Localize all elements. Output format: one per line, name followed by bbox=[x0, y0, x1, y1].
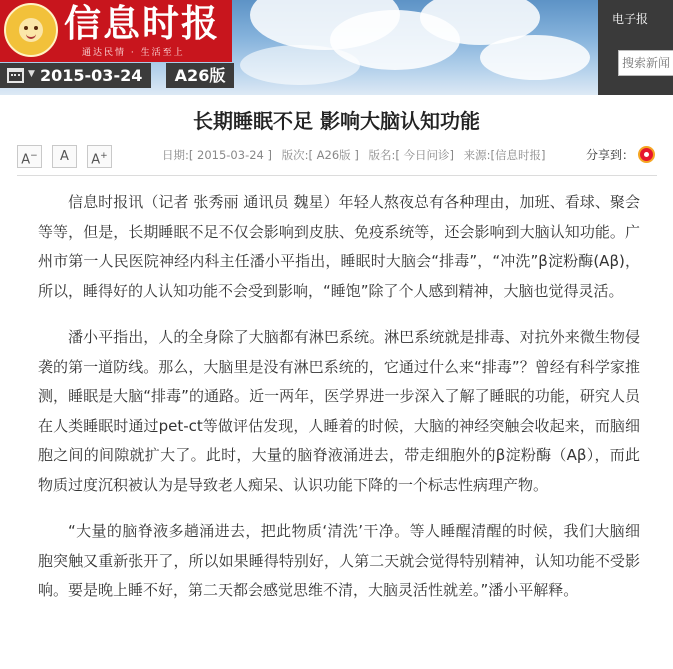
meta-section: 版名:[ 今日问诊] bbox=[368, 148, 454, 162]
lion-mascot-icon bbox=[4, 3, 58, 57]
paragraph: “大量的脑脊液多趟涌进去，把此物质‘清洗’干净。等人睡醒清醒的时候，我们大脑细胞突触又重新张开了，所以如果睡得特别好，人第二天就会觉得特别精神，认知功能不受影响。要是晚上睡不好，第二天都会感觉思维不清，大脑灵活性就差。”潘小平解释。 bbox=[38, 522, 640, 599]
paragraph: 潘小平指出，人的全身除了大脑都有淋巴系统。淋巴系统就是排毒、对抗外来微生物侵袭的第一道防线。那么，大脑里是没有淋巴系统的，它通过什么来“排毒”？曾经有科学家推测，睡眠是大脑“排毒”的通路。近一两年，医学界进一步深入了解了睡眠的功能，研究人员在人类睡眠时通过pet-ct等做评估发现，人睡着的时候，大脑的神经突触会收起来，而脑细胞之间的间隙就扩大了。此时，大量的脑脊液涌进去，带走细胞外的β淀粉酶（Aβ），而此物质过度沉积被认为是导致老人痴呆、认识功能下降的一个标志性病理产物。 bbox=[38, 328, 640, 494]
font-normal-button[interactable]: A bbox=[52, 145, 77, 168]
meta-date: 日期:[ 2015-03-24 ] bbox=[162, 148, 272, 162]
masthead bbox=[0, 0, 673, 95]
meta-source: 来源:[信息时报] bbox=[463, 148, 546, 162]
cloud-decoration bbox=[480, 35, 590, 80]
font-decrease-button[interactable]: A− bbox=[17, 145, 42, 168]
paper-name: 信息时报 bbox=[64, 2, 220, 45]
paper-logo[interactable] bbox=[0, 0, 232, 62]
paper-slogan: 通达民情 · 生活至上 bbox=[82, 48, 185, 58]
meta-page: 版次:[ A26版 ] bbox=[281, 148, 359, 162]
article-meta bbox=[162, 146, 552, 164]
caret-down-icon: ▼ bbox=[28, 69, 35, 79]
article-body bbox=[38, 188, 640, 623]
epaper-link[interactable]: 电子报 bbox=[612, 12, 649, 26]
font-increase-button[interactable]: A+ bbox=[87, 145, 112, 168]
divider bbox=[17, 175, 657, 176]
cloud-decoration bbox=[240, 45, 360, 85]
weibo-icon[interactable] bbox=[638, 146, 655, 163]
paragraph: 信息时报讯（记者 张秀丽 通讯员 魏星）年轻人熬夜总有各种理由，加班、看球、聚会等等，但是，长期睡眠不足不仅会影响到皮肤、免疫系统等，还会影响到大脑认知功能。广州市第一人民医院神经内科主任潘小平指出，睡眠时大脑会“排毒”，“冲洗”β淀粉酶(Aβ)，所以，睡得好的人认知功能不会受到影响，“睡饱”除了个人感到精神，大脑也觉得灵活。 bbox=[38, 193, 640, 300]
share-label: 分享到： bbox=[586, 148, 635, 162]
article-title: 长期睡眠不足 影响大脑认知功能 bbox=[193, 109, 480, 133]
issue-date-selector[interactable] bbox=[0, 63, 151, 88]
calendar-icon bbox=[7, 68, 24, 83]
edition-badge[interactable]: A26版 bbox=[166, 63, 234, 88]
issue-date: 2015-03-24 bbox=[40, 66, 143, 85]
top-right-panel bbox=[598, 0, 673, 95]
search-input[interactable] bbox=[618, 50, 673, 76]
